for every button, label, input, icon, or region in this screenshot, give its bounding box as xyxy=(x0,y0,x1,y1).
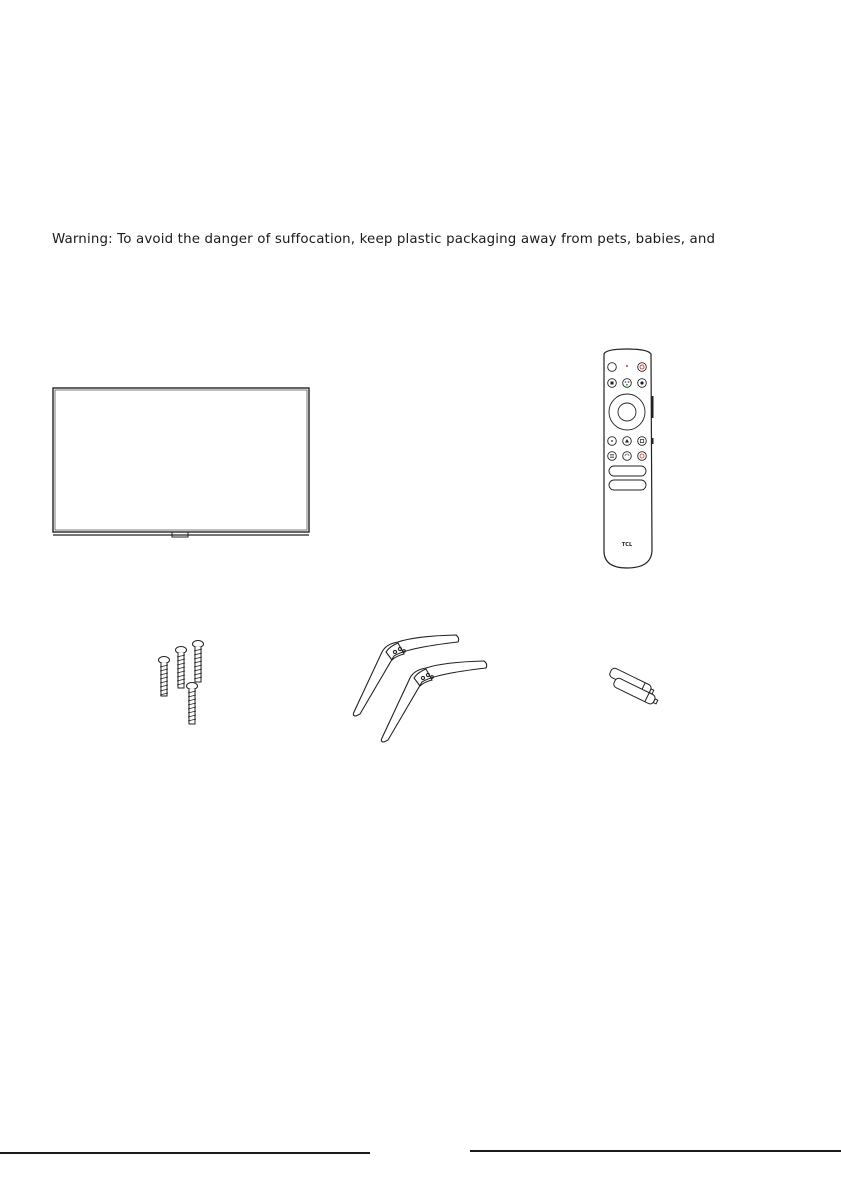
footer-rule-right xyxy=(470,1150,841,1152)
warning-text: Warning: To avoid the danger of suffocation, keep plastic packaging away from pets, babies, and xyxy=(52,232,716,247)
tv-illustration xyxy=(48,384,314,544)
stand-legs-illustration xyxy=(346,630,492,746)
remote-brand-logo: TCL xyxy=(621,542,633,548)
remote-illustration xyxy=(596,346,660,572)
batteries-illustration xyxy=(600,666,666,710)
screws-illustration xyxy=(150,636,220,728)
footer-rule-left xyxy=(0,1152,370,1154)
